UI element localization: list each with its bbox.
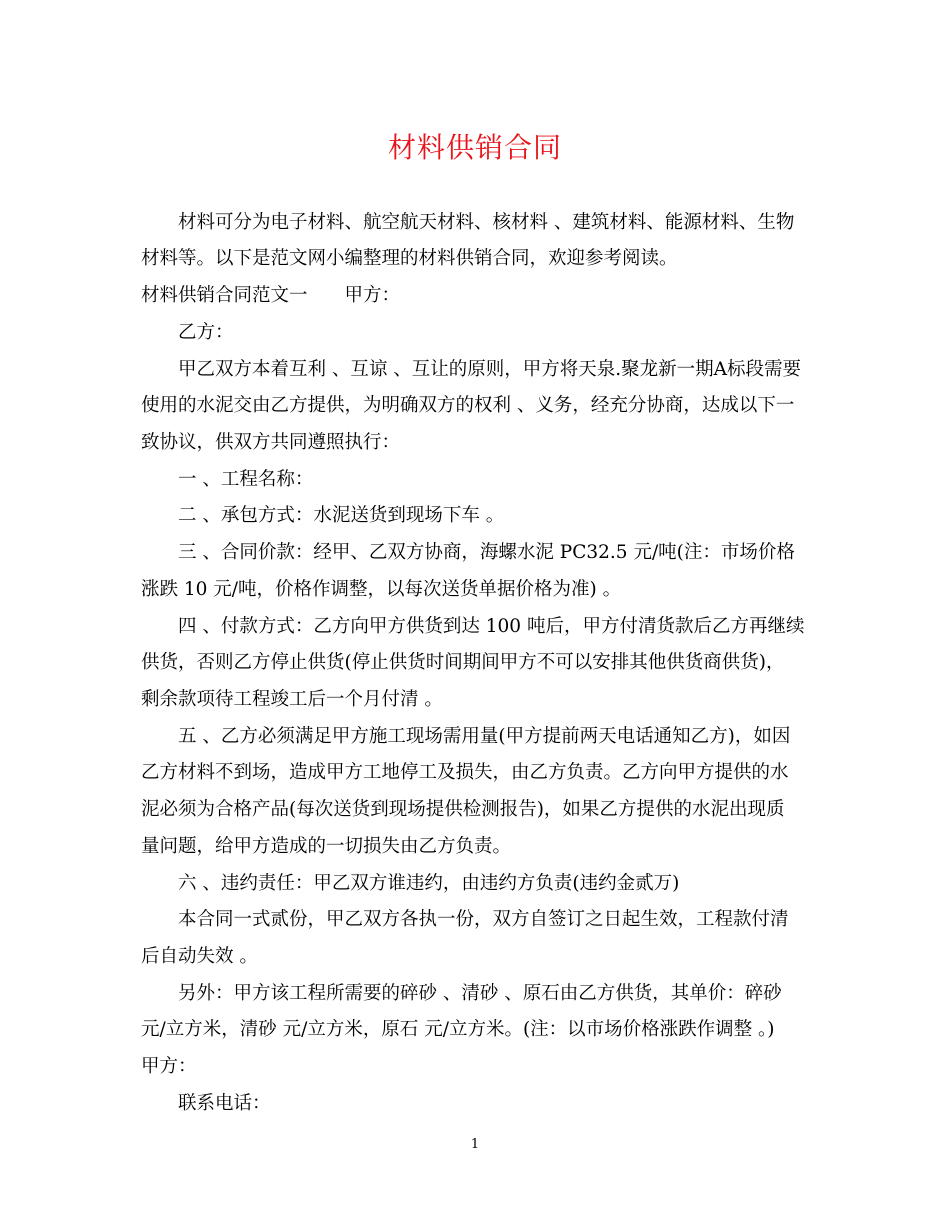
sample-heading-party-a: 材料供销合同范文一 甲方： [141, 285, 401, 306]
clause-1-project-name: 一 、工程名称： [178, 469, 314, 490]
validity-line-1: 本合同一式贰份，甲乙双方各执一份，双方自签订之日起生效，工程款付清 [178, 909, 789, 930]
contact-phone-label: 联系电话： [178, 1093, 271, 1114]
clause-5-supply-line-3: 泥必须为合格产品(每次送货到现场提供检测报告)，如果乙方提供的水泥出现质 [141, 799, 785, 820]
clause-preamble-line-1: 甲乙双方本着互利 、互谅 、互让的原则，甲方将天泉.聚龙新一期A标段需要 [178, 359, 802, 380]
additional-line-2: 元/立方米，清砂 元/立方米，原石 元/立方米。(注：以市场价格涨跌作调整 。) [141, 1019, 775, 1040]
clause-3-price-line-1: 三 、合同价款：经甲、乙双方协商，海螺水泥 PC32.5 元/吨(注：市场价格 [178, 542, 795, 563]
clause-5-supply-line-4: 量问题，给甲方造成的一切损失由乙方负责。 [141, 836, 512, 857]
clause-preamble-line-3: 致协议，供双方共同遵照执行： [141, 432, 401, 453]
signature-party-a: 甲方： [141, 1056, 197, 1077]
clause-2-contract-method: 二 、承包方式：水泥送货到现场下车 。 [178, 505, 505, 526]
document-title: 材料供销合同 [387, 131, 562, 164]
clause-4-payment-line-2: 供货，否则乙方停止供货(停止供货时间期间甲方不可以安排其他供货商供货)， [141, 652, 785, 673]
party-b-label: 乙方： [178, 322, 234, 343]
clause-6-liability: 六 、违约责任：甲乙双方谁违约，由违约方负责(违约金贰万) [178, 873, 680, 894]
page-number: 1 [470, 1137, 480, 1152]
additional-line-1: 另外：甲方该工程所需要的碎砂 、清砂 、原石由乙方供货，其单价：碎砂 [178, 983, 782, 1004]
clause-5-supply-line-1: 五 、乙方必须满足甲方施工现场需用量(甲方提前两天电话通知乙方)，如因 [178, 726, 791, 747]
clause-4-payment-line-1: 四 、付款方式：乙方向甲方供货到达 100 吨后，甲方付清货款后乙方再继续 [178, 616, 805, 637]
clause-5-supply-line-2: 乙方材料不到场，造成甲方工地停工及损失，由乙方负责。乙方向甲方提供的水 [141, 762, 789, 783]
clause-3-price-line-2: 涨跌 10 元/吨，价格作调整，以每次送货单据价格为准) 。 [141, 579, 622, 600]
paragraph-intro-line-2: 材料等。以下是范文网小编整理的材料供销合同，欢迎参考阅读。 [141, 248, 678, 269]
clause-4-payment-line-3: 剩余款项待工程竣工后一个月付清 。 [141, 689, 443, 710]
paragraph-intro-line-1: 材料可分为电子材料、航空航天材料、核材料 、建筑材料、能源材料、生物 [178, 212, 795, 233]
clause-preamble-line-2: 使用的水泥交由乙方提供，为明确双方的权利 、义务，经充分协商，达成以下一 [141, 395, 795, 416]
validity-line-2: 后自动失效 。 [141, 946, 258, 967]
